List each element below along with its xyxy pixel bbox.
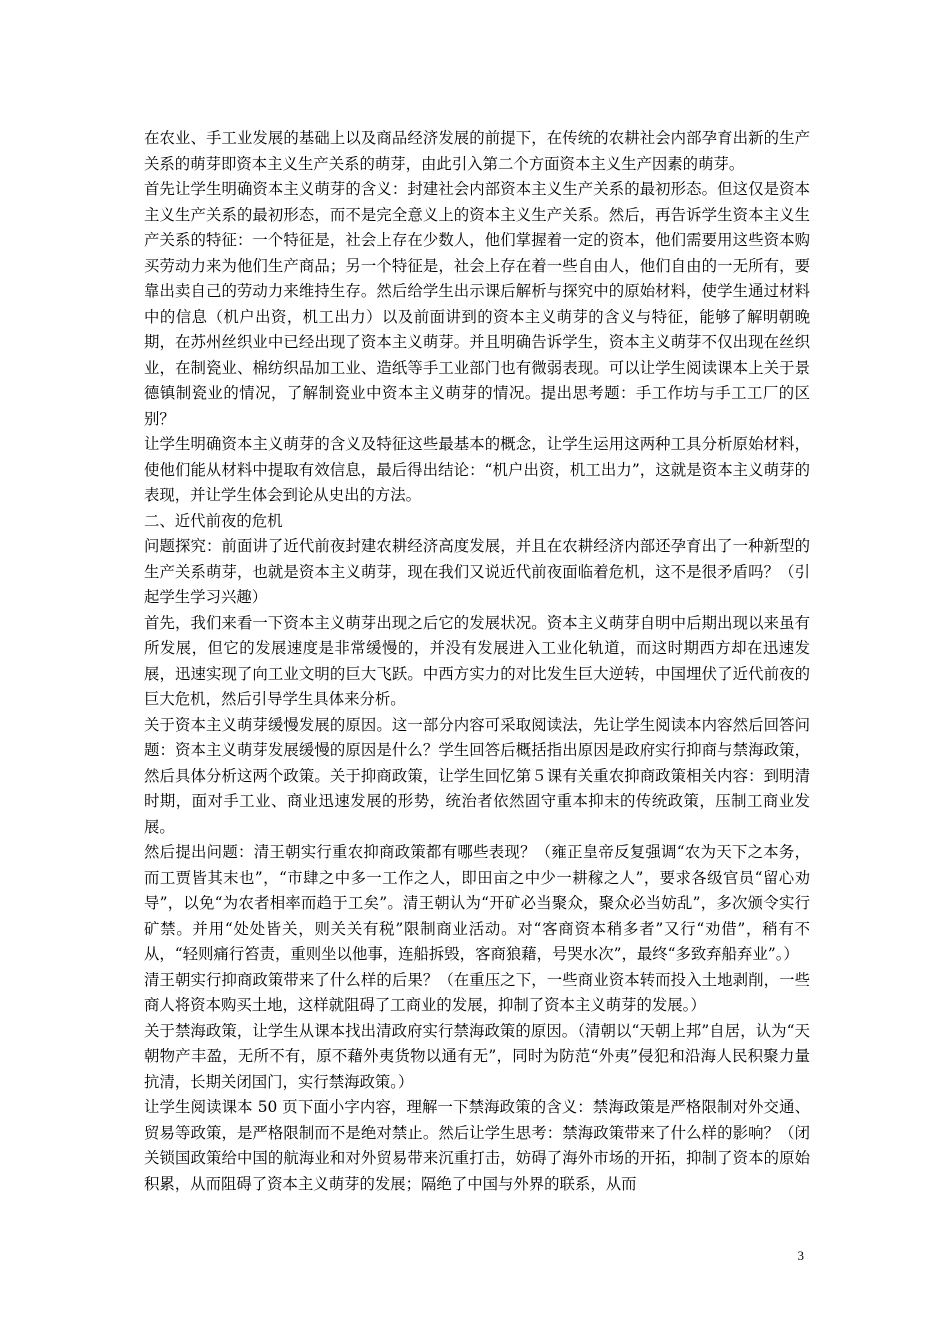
section-heading: 二、近代前夜的危机	[144, 511, 283, 530]
paragraph: 让学生阅读课本 50 页下面小字内容，理解一下禁海政策的含义：禁海政策是严格限制对外交通、贸易等政策，是严格限制而不是绝对禁止。然后让学生思考：禁海政策带来了什么样的影响？（闭关锁国政策给中国的航海业和对外贸易带来沉重打击，妨碍了海外市场的开拓，抑制了资本的原始积累，从而阻碍了资本主义萌芽的发展；隔绝了中国与外界的联系，从而	[144, 1098, 810, 1193]
paragraph: 清王朝实行抑商政策带来了什么样的后果？（在重压之下，一些商业资本转而投入土地剥削，一些商人将资本购买土地，这样就阻碍了工商业的发展，抑制了资本主义萌芽的发展。）	[144, 970, 810, 1014]
paragraph: 首先让学生明确资本主义萌芽的含义：封建社会内部资本主义生产关系的最初形态。但这仅是资本主义生产关系的最初形态，而不是完全意义上的资本主义生产关系。然后，再告诉学生资本主义生产关系的特征：一个特征是，社会上存在少数人，他们掌握着一定的资本，他们需要用这些资本购买劳动力来为他们生产商品；另一个特征是，社会上存在着一些自由人，他们自由的一无所有，要靠出卖自己的劳动力来维持生存。然后给学生出示课后解析与探究中的原始材料，使学生通过材料中的信息（机户出资，机工出力）以及前面讲到的资本主义萌芽的含义与特征，能够了解明朝晚期，在苏州丝织业中已经出现了资本主义萌芽。并且明确告诉学生，资本主义萌芽不仅出现在丝织业，在制瓷业、棉纺织品加工业、造纸等手工业部门也有微弱表现。可以让学生阅读课本上关于景德镇制瓷业的情况，了解制瓷业中资本主义萌芽的情况。提出思考题：手工作坊与手工工厂的区别？	[144, 180, 810, 428]
paragraph: 然后提出问题：清王朝实行重农抑商政策都有哪些表现？（雍正皇帝反复强调“农为天下之本务，而工贾皆其末也”，“市肆之中多一工作之人，即田亩之中少一耕稼之人”，要求各级官员“留心劝导”，以免“为农者相率而趋于工矣”。清王朝认为“开矿必当聚众，聚众必当妨乱”，多次颁令实行矿禁。并用“处处皆关，则关关有税”限制商业活动。对“客商资本稍多者”又行“劝借”，稍有不从，“轻则痛行笞责，重则坐以他事，连船拆毁，客商狼藉，号哭水次”，最终“多致弃船弃业”。）	[144, 843, 810, 963]
page-number: 3	[797, 1248, 804, 1263]
paragraph: 让学生明确资本主义萌芽的含义及特征这些最基本的概念，让学生运用这两种工具分析原始材料，使他们能从材料中提取有效信息，最后得出结论：“机户出资，机工出力”，这就是资本主义萌芽的表现，并让学生体会到论从史出的方法。	[144, 435, 810, 504]
paragraph: 在农业、手工业发展的基础上以及商品经济发展的前提下，在传统的农耕社会内部孕育出新的生产关系的萌芽即资本主义生产关系的萌芽，由此引入第二个方面资本主义生产因素的萌芽。	[144, 129, 810, 173]
paragraph: 关于资本主义萌芽缓慢发展的原因。这一部分内容可采取阅读法，先让学生阅读本内容然后回答问题：资本主义萌芽发展缓慢的原因是什么？学生回答后概括指出原因是政府实行抑商与禁海政策，然后具体分析这两个政策。关于抑商政策，让学生回忆第５课有关重农抑商政策相关内容：到明清时期，面对手工业、商业迅速发展的形势，统治者依然固守重本抑末的传统政策，压制工商业发展。	[144, 715, 810, 836]
paragraph: 问题探究：前面讲了近代前夜封建农耕经济高度发展，并且在农耕经济内部还孕育出了一种新型的生产关系萌芽，也就是资本主义萌芽，现在我们又说近代前夜面临着危机，这不是很矛盾吗？（引起学生学习兴趣）	[144, 537, 810, 606]
body-text	[144, 126, 810, 1197]
paragraph: 首先，我们来看一下资本主义萌芽出现之后它的发展状况。资本主义萌芽自明中后期出现以来虽有所发展，但它的发展速度是非常缓慢的，并没有发展进入工业化轨道，而这时期西方却在迅速发展，迅速实现了向工业文明的巨大飞跃。中西方实力的对比发生巨大逆转，中国埋伏了近代前夜的巨大危机，然后引导学生具体来分析。	[144, 613, 810, 708]
paragraph: 关于禁海政策，让学生从课本找出清政府实行禁海政策的原因。（清朝以“天朝上邦”自居，认为“天朝物产丰盈，无所不有，原不藉外夷货物以通有无”，同时为防范“外夷”侵犯和沿海人民积聚力量抗清，长期关闭国门，实行禁海政策。）	[144, 1021, 810, 1091]
